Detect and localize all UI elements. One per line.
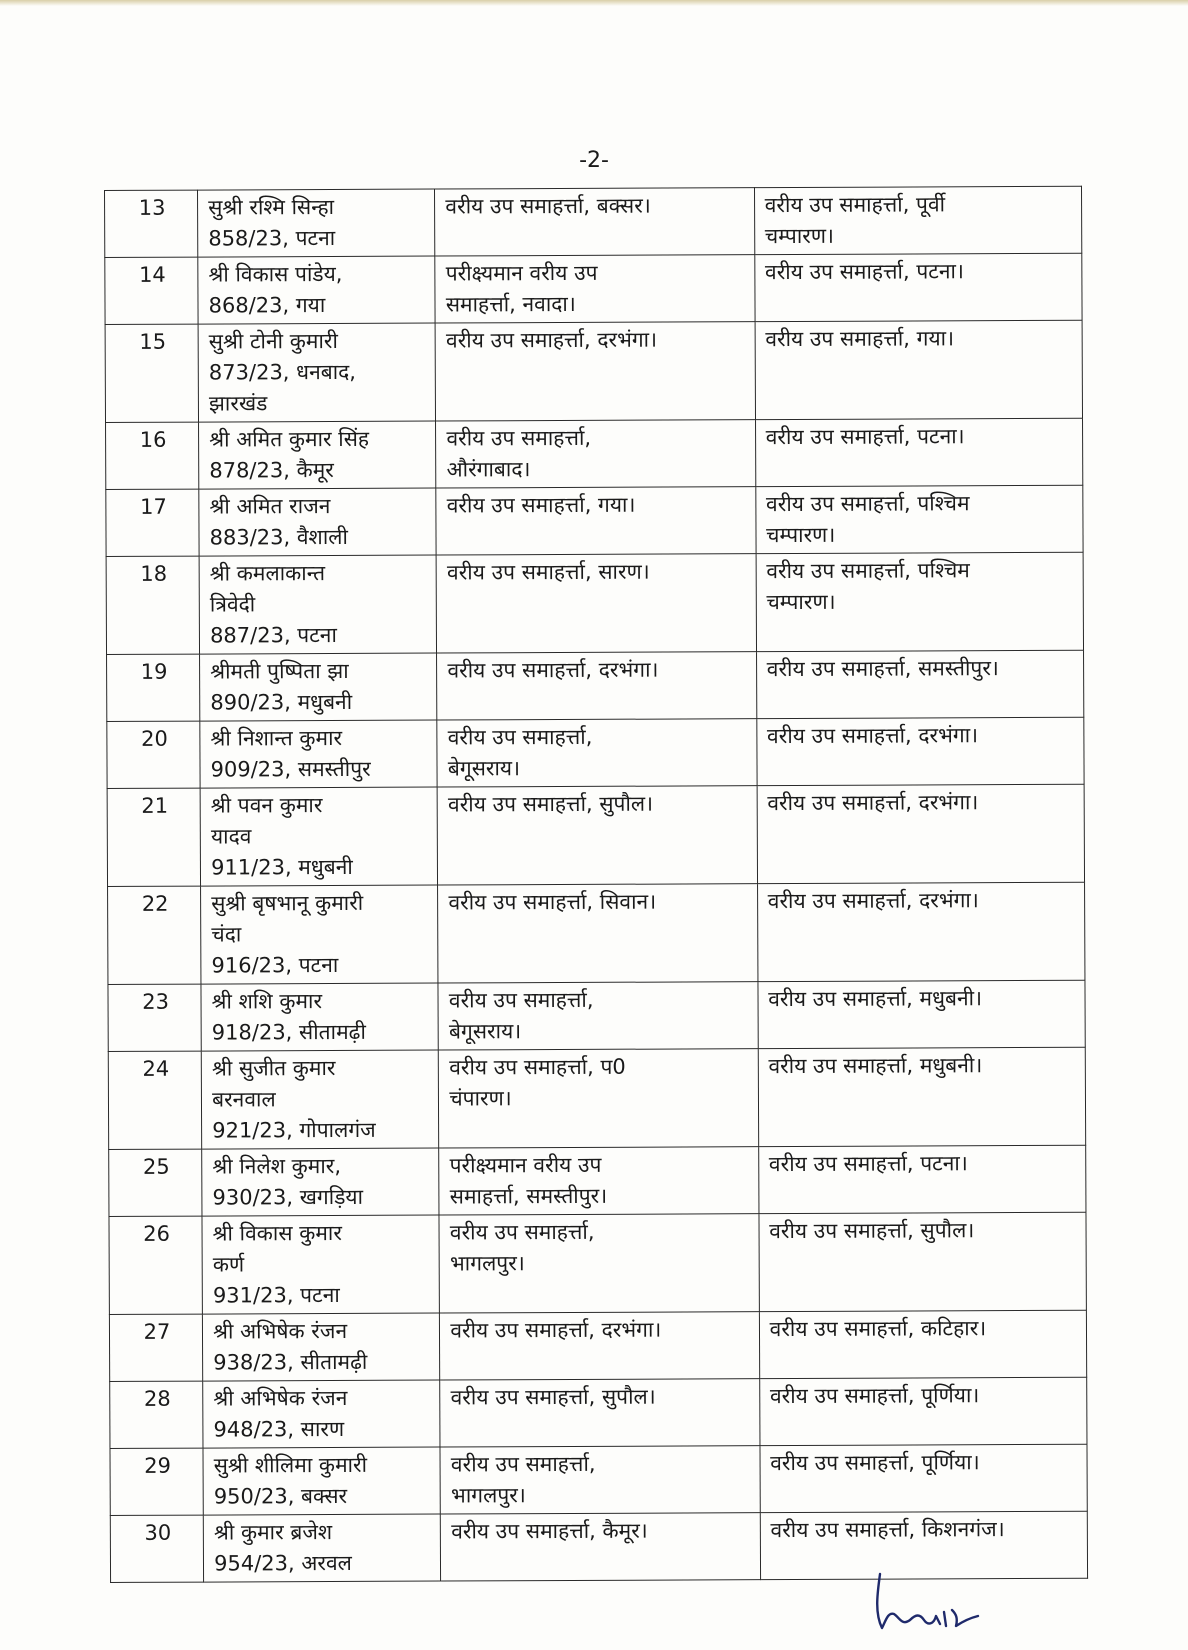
table-row bbox=[106, 485, 1083, 556]
current-posting-cell bbox=[438, 884, 758, 983]
officer-name-cell bbox=[198, 256, 436, 324]
current-posting-cell bbox=[435, 188, 755, 256]
officer-name-cell bbox=[199, 555, 437, 654]
cell-text-line: वरीय उप समाहर्त्ता, प0 bbox=[449, 1054, 626, 1080]
cell-text-line: 909/23, समस्तीपुर bbox=[210, 756, 371, 782]
new-posting-cell bbox=[758, 1145, 1086, 1213]
serial-number-cell: 28 bbox=[110, 1381, 203, 1448]
cell-text-line: झारखंड bbox=[208, 391, 268, 416]
serial-number-cell: 29 bbox=[110, 1448, 203, 1515]
serial-number-cell: 30 bbox=[110, 1515, 203, 1582]
cell-text-line: श्री विकास कुमार bbox=[212, 1220, 342, 1246]
cell-text-line: श्री कुमार ब्रजेश bbox=[213, 1520, 333, 1545]
cell-text-line: 911/23, मधुबनी bbox=[210, 854, 353, 880]
serial-number-cell: 26 bbox=[109, 1216, 203, 1314]
cell-text-line: श्री निलेश कुमार, bbox=[212, 1153, 342, 1179]
cell-text-line: सुश्री शीलिमा कुमारी bbox=[213, 1452, 368, 1478]
officer-name-cell bbox=[202, 1148, 440, 1216]
table-row bbox=[106, 418, 1083, 489]
cell-text-line: 887/23, पटना bbox=[209, 622, 337, 648]
current-posting-cell bbox=[436, 420, 756, 488]
new-posting-cell bbox=[756, 650, 1084, 718]
cell-text-line: बरनवाल bbox=[212, 1087, 276, 1112]
cell-text-line: वरीय उप समाहर्त्ता, पूर्णिया। bbox=[769, 1383, 980, 1409]
cell-text-line: परीक्ष्यमान वरीय उप bbox=[449, 1152, 602, 1178]
serial-number-cell: 22 bbox=[108, 886, 202, 984]
cell-text-line: वरीय उप समाहर्त्ता, bbox=[448, 987, 594, 1013]
new-posting-cell bbox=[758, 980, 1086, 1048]
cell-text-line: वरीय उप समाहर्त्ता, सिवान। bbox=[448, 889, 657, 915]
officer-name-cell bbox=[201, 1050, 439, 1149]
serial-number-cell: 23 bbox=[108, 984, 201, 1051]
cell-text-line: 930/23, खगड़िया bbox=[212, 1184, 364, 1210]
new-posting-cell bbox=[755, 485, 1083, 553]
transfer-table-body bbox=[105, 186, 1088, 1582]
serial-number-cell: 16 bbox=[106, 422, 199, 489]
cell-text-line: चंदा bbox=[211, 922, 242, 947]
officer-name-cell bbox=[200, 653, 438, 721]
cell-text-line: श्री शशि कुमार bbox=[211, 989, 323, 1014]
cell-text-line: वरीय उप समाहर्त्ता, दरभंगा। bbox=[767, 790, 979, 816]
new-posting-cell bbox=[757, 784, 1085, 883]
cell-text-line: वरीय उप समाहर्त्ता, bbox=[450, 1451, 596, 1477]
new-posting-cell bbox=[755, 418, 1083, 486]
cell-text-line: वरीय उप समाहर्त्ता, पटना। bbox=[768, 1151, 968, 1177]
cell-text-line: वरीय उप समाहर्त्ता, bbox=[449, 1219, 595, 1245]
officer-name-cell bbox=[201, 983, 439, 1051]
table-row bbox=[109, 1145, 1086, 1216]
cell-text-line: श्री अमित कुमार सिंह bbox=[209, 426, 370, 452]
cell-text-line: चम्पारण। bbox=[764, 223, 835, 249]
officer-name-cell bbox=[201, 885, 439, 984]
cell-text-line: 890/23, मधुबनी bbox=[210, 689, 353, 715]
cell-text-line: वरीय उप समाहर्त्ता, bbox=[447, 724, 593, 750]
table-row bbox=[109, 1212, 1086, 1314]
new-posting-cell bbox=[760, 1444, 1088, 1512]
table-row bbox=[107, 784, 1084, 886]
officer-name-cell bbox=[198, 323, 436, 422]
cell-text-line: त्रिवेदी bbox=[209, 592, 256, 617]
cell-text-line: वरीय उप समाहर्त्ता, समस्तीपुर। bbox=[766, 656, 999, 682]
current-posting-cell bbox=[440, 1379, 760, 1447]
current-posting-cell bbox=[437, 719, 757, 787]
current-posting-cell bbox=[436, 554, 756, 653]
current-posting-cell bbox=[439, 1214, 759, 1313]
cell-text-line: वरीय उप समाहर्त्ता, bbox=[446, 425, 592, 451]
current-posting-cell bbox=[439, 1147, 759, 1215]
cell-text-line: 948/23, सारण bbox=[213, 1416, 345, 1442]
serial-number-cell: 17 bbox=[106, 489, 199, 556]
cell-text-line: श्री सुजीत कुमार bbox=[211, 1055, 336, 1081]
serial-number-cell: 14 bbox=[105, 257, 198, 324]
cell-text-line: 916/23, पटना bbox=[211, 952, 339, 978]
cell-text-line: वरीय उप समाहर्त्ता, दरभंगा। bbox=[445, 327, 658, 353]
current-posting-cell bbox=[437, 786, 757, 885]
serial-number-cell: 25 bbox=[109, 1149, 202, 1216]
cell-text-line: वरीय उप समाहर्त्ता, पश्चिम bbox=[766, 558, 970, 584]
cell-text-line: भागलपुर। bbox=[450, 1483, 526, 1508]
table-row bbox=[108, 882, 1085, 984]
serial-number-cell: 19 bbox=[107, 654, 200, 721]
cell-text-line: सुश्री बृषभानू कुमारी bbox=[211, 890, 364, 916]
cell-text-line: श्री निशान्त कुमार bbox=[210, 725, 343, 751]
cell-text-line: वरीय उप समाहर्त्ता, सुपौल। bbox=[447, 791, 654, 817]
cell-text-line: श्री विकास पांडेय, bbox=[208, 261, 343, 287]
cell-text-line: वरीय उप समाहर्त्ता, सुपौल। bbox=[450, 1384, 656, 1410]
cell-text-line: 883/23, वैशाली bbox=[209, 524, 348, 550]
cell-text-line: श्रीमती पुष्पिता झा bbox=[210, 658, 349, 684]
officer-name-cell bbox=[200, 720, 438, 788]
officer-name-cell bbox=[199, 488, 437, 556]
cell-text-line: 873/23, धनबाद, bbox=[208, 359, 357, 385]
officer-name-cell bbox=[202, 1215, 440, 1314]
table-row bbox=[107, 650, 1084, 721]
table-row bbox=[109, 1310, 1086, 1381]
table-row bbox=[105, 253, 1082, 324]
officer-name-cell bbox=[203, 1447, 441, 1515]
current-posting-cell bbox=[435, 255, 755, 323]
cell-text-line: 918/23, सीतामढ़ी bbox=[211, 1019, 366, 1045]
page-top-edge bbox=[0, 0, 1188, 6]
cell-text-line: श्री अभिषेक रंजन bbox=[213, 1318, 348, 1344]
cell-text-line: वरीय उप समाहर्त्ता, सारण। bbox=[446, 559, 650, 585]
cell-text-line: 938/23, सीतामढ़ी bbox=[213, 1349, 368, 1375]
cell-text-line: वरीय उप समाहर्त्ता, मधुबनी। bbox=[768, 986, 983, 1012]
serial-number-cell: 18 bbox=[106, 556, 200, 654]
cell-text-line: वरीय उप समाहर्त्ता, पश्चिम bbox=[765, 491, 970, 517]
cell-text-line: यादव bbox=[210, 824, 252, 849]
signature bbox=[870, 1568, 990, 1642]
cell-text-line: वरीय उप समाहर्त्ता, पटना। bbox=[765, 424, 965, 450]
new-posting-cell bbox=[759, 1310, 1087, 1378]
cell-text-line: औरंगाबाद। bbox=[446, 457, 531, 482]
cell-text-line: कर्ण bbox=[212, 1252, 245, 1277]
new-posting-cell bbox=[757, 882, 1085, 981]
cell-text-line: वरीय उप समाहर्त्ता, मधुबनी। bbox=[768, 1053, 983, 1079]
officer-name-cell bbox=[203, 1380, 441, 1448]
table-row bbox=[108, 1047, 1085, 1149]
cell-text-line: 858/23, पटना bbox=[208, 225, 336, 251]
cell-text-line: वरीय उप समाहर्त्ता, दरभंगा। bbox=[767, 888, 979, 914]
table-row bbox=[108, 980, 1085, 1051]
new-posting-cell bbox=[754, 186, 1082, 254]
signature-mark-icon bbox=[870, 1568, 990, 1638]
new-posting-cell bbox=[759, 1377, 1087, 1445]
new-posting-cell bbox=[759, 1212, 1087, 1311]
cell-text-line: परीक्ष्यमान वरीय उप bbox=[445, 260, 598, 286]
serial-number-cell: 20 bbox=[107, 721, 200, 788]
current-posting-cell bbox=[435, 322, 755, 421]
new-posting-cell bbox=[755, 320, 1083, 419]
officer-name-cell bbox=[199, 421, 437, 489]
table-row bbox=[105, 320, 1082, 422]
cell-text-line: 868/23, गया bbox=[208, 293, 326, 318]
cell-text-line: वरीय उप समाहर्त्ता, पूर्वी bbox=[764, 192, 946, 218]
cell-text-line: 921/23, गोपालगंज bbox=[212, 1117, 376, 1143]
cell-text-line: वरीय उप समाहर्त्ता, सुपौल। bbox=[769, 1218, 975, 1244]
current-posting-cell bbox=[440, 1312, 760, 1380]
cell-text-line: श्री अभिषेक रंजन bbox=[213, 1385, 348, 1411]
table-row bbox=[110, 1377, 1087, 1448]
cell-text-line: वरीय उप समाहर्त्ता, कटिहार। bbox=[769, 1316, 987, 1342]
cell-text-line: श्री अमित राजन bbox=[209, 494, 331, 519]
serial-number-cell: 24 bbox=[108, 1051, 202, 1149]
officer-name-cell bbox=[203, 1514, 441, 1582]
officer-name-cell bbox=[198, 189, 436, 257]
cell-text-line: समाहर्त्ता, समस्तीपुर। bbox=[449, 1183, 608, 1209]
cell-text-line: चंपारण। bbox=[449, 1086, 512, 1111]
cell-text-line: चम्पारण। bbox=[766, 522, 836, 548]
cell-text-line: सुश्री रश्मि सिन्हा bbox=[208, 194, 335, 220]
serial-number-cell: 27 bbox=[109, 1314, 202, 1381]
table-row bbox=[110, 1444, 1087, 1515]
cell-text-line: सुश्री टोनी कुमारी bbox=[208, 328, 338, 354]
cell-text-line: समाहर्त्ता, नवादा। bbox=[445, 291, 576, 317]
cell-text-line: बेगूसराय। bbox=[447, 756, 521, 781]
cell-text-line: 931/23, पटना bbox=[212, 1282, 340, 1308]
new-posting-cell bbox=[754, 253, 1082, 321]
cell-text-line: वरीय उप समाहर्त्ता, पटना। bbox=[764, 259, 964, 285]
current-posting-cell bbox=[438, 982, 758, 1050]
cell-text-line: वरीय उप समाहर्त्ता, दरभंगा। bbox=[766, 723, 979, 749]
cell-text-line: वरीय उप समाहर्त्ता, गया। bbox=[765, 326, 955, 352]
cell-text-line: वरीय उप समाहर्त्ता, किशनगंज। bbox=[770, 1517, 1005, 1543]
cell-text-line: 878/23, कैमूर bbox=[209, 457, 334, 483]
cell-text-line: वरीय उप समाहर्त्ता, गया। bbox=[446, 492, 636, 518]
new-posting-cell bbox=[758, 1047, 1086, 1146]
cell-text-line: वरीय उप समाहर्त्ता, बक्सर। bbox=[445, 193, 651, 219]
cell-text-line: श्री कमलाकान्त bbox=[209, 561, 326, 586]
cell-text-line: वरीय उप समाहर्त्ता, कैमूर। bbox=[451, 1518, 648, 1544]
current-posting-cell bbox=[440, 1446, 760, 1514]
serial-number-cell: 15 bbox=[105, 324, 199, 422]
current-posting-cell bbox=[437, 652, 757, 720]
cell-text-line: 954/23, अरवल bbox=[214, 1550, 352, 1576]
cell-text-line: वरीय उप समाहर्त्ता, दरभंगा। bbox=[450, 1317, 662, 1343]
officer-name-cell bbox=[200, 787, 438, 886]
cell-text-line: बेगूसराय। bbox=[448, 1019, 522, 1044]
current-posting-cell bbox=[441, 1513, 761, 1581]
serial-number-cell: 13 bbox=[105, 190, 198, 257]
officer-name-cell bbox=[202, 1313, 440, 1381]
cell-text-line: श्री पवन कुमार bbox=[210, 793, 323, 818]
table-row bbox=[105, 186, 1082, 257]
current-posting-cell bbox=[439, 1049, 759, 1148]
cell-text-line: चम्पारण। bbox=[766, 589, 836, 615]
cell-text-line: वरीय उप समाहर्त्ता, पूर्णिया। bbox=[770, 1450, 980, 1476]
serial-number-cell: 21 bbox=[107, 788, 201, 886]
table-row bbox=[106, 552, 1083, 654]
transfer-table bbox=[104, 186, 1088, 1583]
table-row bbox=[107, 717, 1084, 788]
page-number: -2- bbox=[579, 148, 609, 173]
cell-text-line: भागलपुर। bbox=[449, 1251, 525, 1276]
new-posting-cell bbox=[756, 717, 1084, 785]
new-posting-cell bbox=[756, 552, 1084, 651]
cell-text-line: वरीय उप समाहर्त्ता, दरभंगा। bbox=[447, 657, 659, 683]
current-posting-cell bbox=[436, 487, 756, 555]
cell-text-line: 950/23, बक्सर bbox=[213, 1483, 348, 1509]
